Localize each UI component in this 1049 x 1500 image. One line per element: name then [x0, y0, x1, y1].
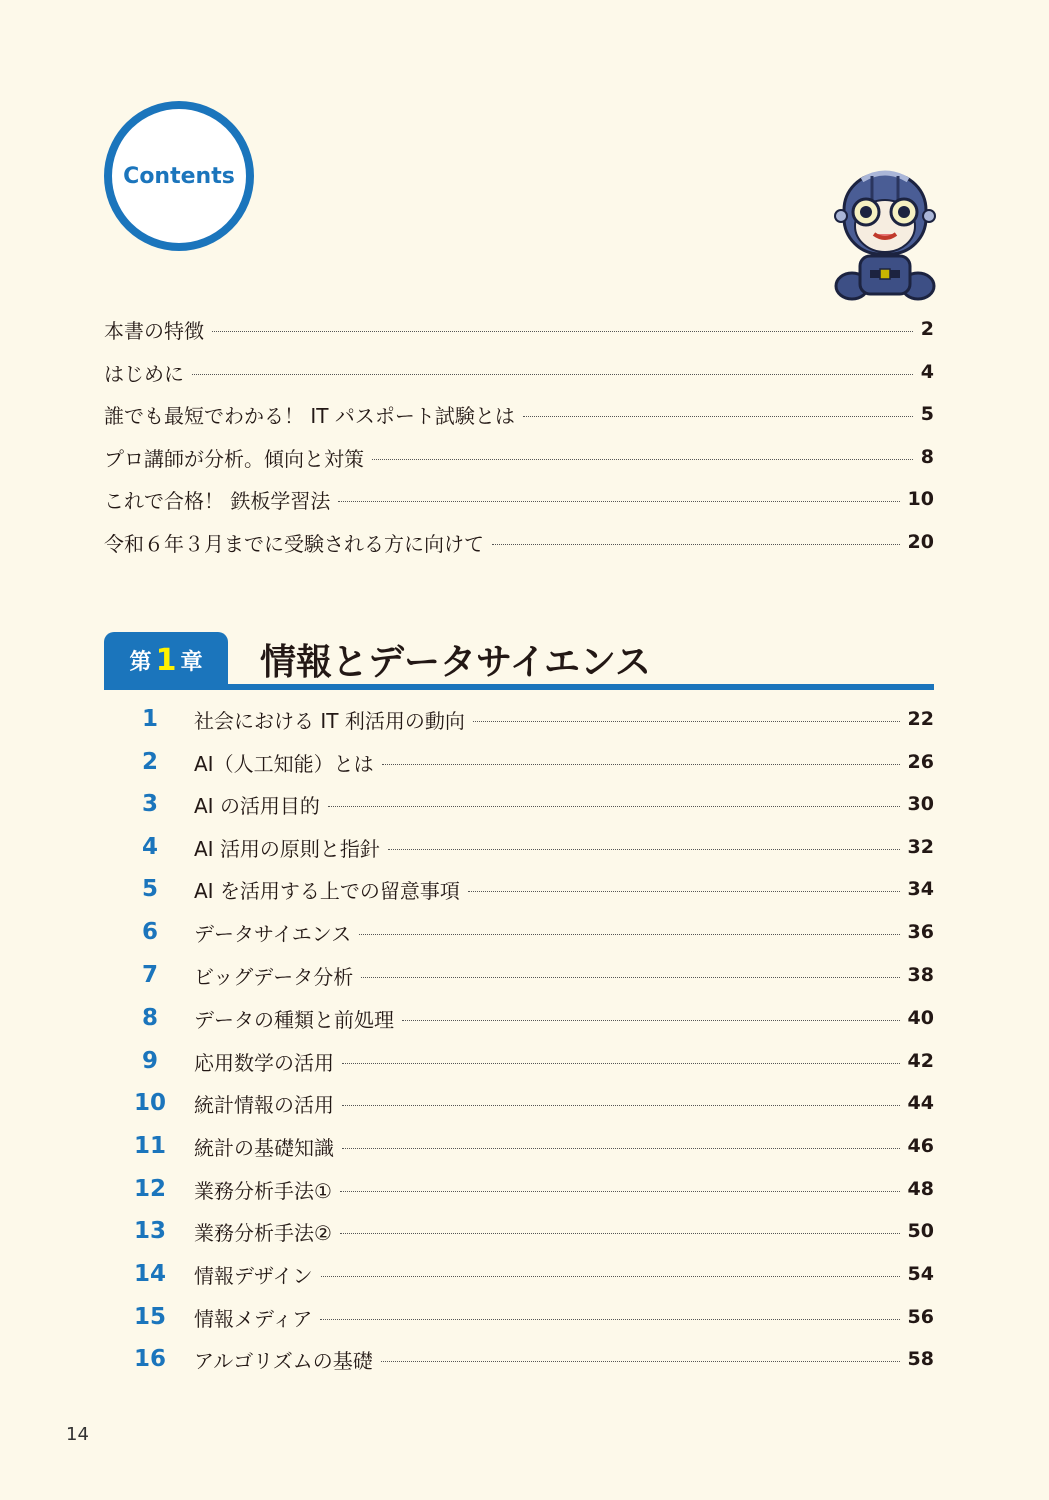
section-page: 30 [907, 793, 934, 815]
chapter-divider [104, 684, 934, 690]
section-number: 7 [141, 962, 158, 988]
section-row[interactable] [126, 1302, 934, 1332]
leader-dots [320, 1319, 899, 1320]
section-page: 58 [907, 1348, 934, 1370]
leader-dots [473, 721, 900, 722]
toc-page: 5 [920, 403, 934, 425]
section-row[interactable] [126, 1174, 934, 1204]
section-row[interactable] [126, 1131, 934, 1161]
robot-mascot-icon [832, 168, 938, 304]
leader-dots [382, 764, 900, 765]
section-title: AI を活用する上での留意事項 [194, 878, 460, 903]
chapter-prefix: 第 [129, 649, 152, 675]
toc-row[interactable] [104, 484, 934, 514]
section-row[interactable] [126, 1088, 934, 1118]
leader-dots [340, 1233, 900, 1234]
leader-dots [523, 416, 913, 417]
section-row[interactable] [126, 1046, 934, 1076]
toc-row[interactable] [104, 399, 934, 429]
toc-title: プロ講師が分析。傾向と対策 [104, 446, 364, 471]
toc-page: 10 [907, 488, 934, 510]
section-number: 6 [141, 919, 158, 945]
chapter-title: 情報とデータサイエンス [260, 642, 651, 683]
section-title: 統計の基礎知識 [194, 1135, 334, 1160]
chapter-header [104, 632, 934, 688]
toc-page: 4 [920, 361, 934, 383]
section-title: アルゴリズムの基礎 [194, 1348, 373, 1373]
leader-dots [338, 501, 899, 502]
section-title: 業務分析手法① [194, 1178, 332, 1203]
section-number: 1 [141, 706, 158, 732]
section-row[interactable] [126, 1259, 934, 1289]
section-title: ビッグデータ分析 [194, 964, 354, 989]
leader-dots [212, 331, 913, 332]
contents-badge [104, 101, 254, 251]
leader-dots [381, 1361, 900, 1362]
section-title: 統計情報の活用 [194, 1092, 334, 1117]
toc-page: 8 [920, 446, 934, 468]
section-page: 26 [907, 751, 934, 773]
section-title: AI（人工知能）とは [194, 751, 374, 776]
section-number: 14 [133, 1261, 166, 1287]
leader-dots [342, 1105, 900, 1106]
section-title: 応用数学の活用 [194, 1050, 334, 1075]
leader-dots [340, 1191, 900, 1192]
section-number: 2 [141, 749, 158, 775]
section-row[interactable] [126, 1216, 934, 1246]
section-title: AI 活用の原則と指針 [194, 836, 380, 861]
section-row[interactable] [126, 704, 934, 734]
toc-row[interactable] [104, 442, 934, 472]
leader-dots [388, 849, 900, 850]
contents-label: Contents [123, 163, 235, 189]
section-number: 12 [133, 1176, 166, 1202]
section-number: 8 [141, 1005, 158, 1031]
leader-dots [492, 544, 900, 545]
section-number: 11 [133, 1133, 166, 1159]
section-title: 業務分析手法② [194, 1220, 332, 1245]
section-page: 44 [907, 1092, 934, 1114]
section-number: 16 [133, 1346, 166, 1372]
leader-dots [468, 891, 900, 892]
toc-row[interactable] [104, 314, 934, 344]
section-row[interactable] [126, 960, 934, 990]
toc-page: 20 [907, 531, 934, 553]
section-title: 情報メディア [194, 1306, 313, 1331]
section-number: 13 [133, 1218, 166, 1244]
leader-dots [321, 1276, 900, 1277]
section-page: 46 [907, 1135, 934, 1157]
chapter-suffix: 章 [180, 649, 203, 675]
toc-row[interactable] [104, 357, 934, 387]
section-number: 10 [133, 1090, 166, 1116]
toc-title: これで合格！ 鉄板学習法 [104, 488, 331, 513]
section-page: 40 [907, 1007, 934, 1029]
section-number: 3 [141, 791, 158, 817]
section-title: 社会における IT 利活用の動向 [194, 708, 465, 733]
toc-title: 令和６年３月までに受験される方に向けて [104, 531, 484, 556]
chapter-tab [104, 632, 228, 688]
section-row[interactable] [126, 747, 934, 777]
section-title: 情報デザイン [194, 1263, 313, 1288]
section-page: 48 [907, 1178, 934, 1200]
section-number: 4 [141, 834, 158, 860]
toc-title: はじめに [104, 361, 184, 386]
section-page: 34 [907, 878, 934, 900]
leader-dots [359, 934, 899, 935]
section-title: データの種類と前処理 [194, 1007, 394, 1032]
section-number: 9 [141, 1048, 158, 1074]
leader-dots [402, 1020, 900, 1021]
toc-title: 誰でも最短でわかる！ IT パスポート試験とは [104, 403, 515, 428]
toc-title: 本書の特徴 [104, 318, 204, 343]
chapter-number: 1 [155, 642, 177, 678]
section-number: 15 [133, 1304, 166, 1330]
section-row[interactable] [126, 789, 934, 819]
section-page: 36 [907, 921, 934, 943]
section-page: 50 [907, 1220, 934, 1242]
section-row[interactable] [126, 874, 934, 904]
section-row[interactable] [126, 917, 934, 947]
leader-dots [372, 459, 913, 460]
toc-row[interactable] [104, 527, 934, 557]
toc-page: 2 [920, 318, 934, 340]
section-page: 32 [907, 836, 934, 858]
section-title: AI の活用目的 [194, 793, 320, 818]
leader-dots [361, 977, 899, 978]
page-number: 14 [66, 1424, 89, 1445]
section-row[interactable] [126, 832, 934, 862]
leader-dots [328, 806, 900, 807]
section-page: 22 [907, 708, 934, 730]
section-page: 42 [907, 1050, 934, 1072]
section-title: データサイエンス [194, 921, 352, 946]
section-row[interactable] [126, 1344, 934, 1374]
leader-dots [342, 1063, 900, 1064]
leader-dots [342, 1148, 900, 1149]
section-page: 54 [907, 1263, 934, 1285]
section-page: 38 [907, 964, 934, 986]
section-row[interactable] [126, 1003, 934, 1033]
leader-dots [192, 374, 913, 375]
section-page: 56 [907, 1306, 934, 1328]
section-number: 5 [141, 876, 158, 902]
